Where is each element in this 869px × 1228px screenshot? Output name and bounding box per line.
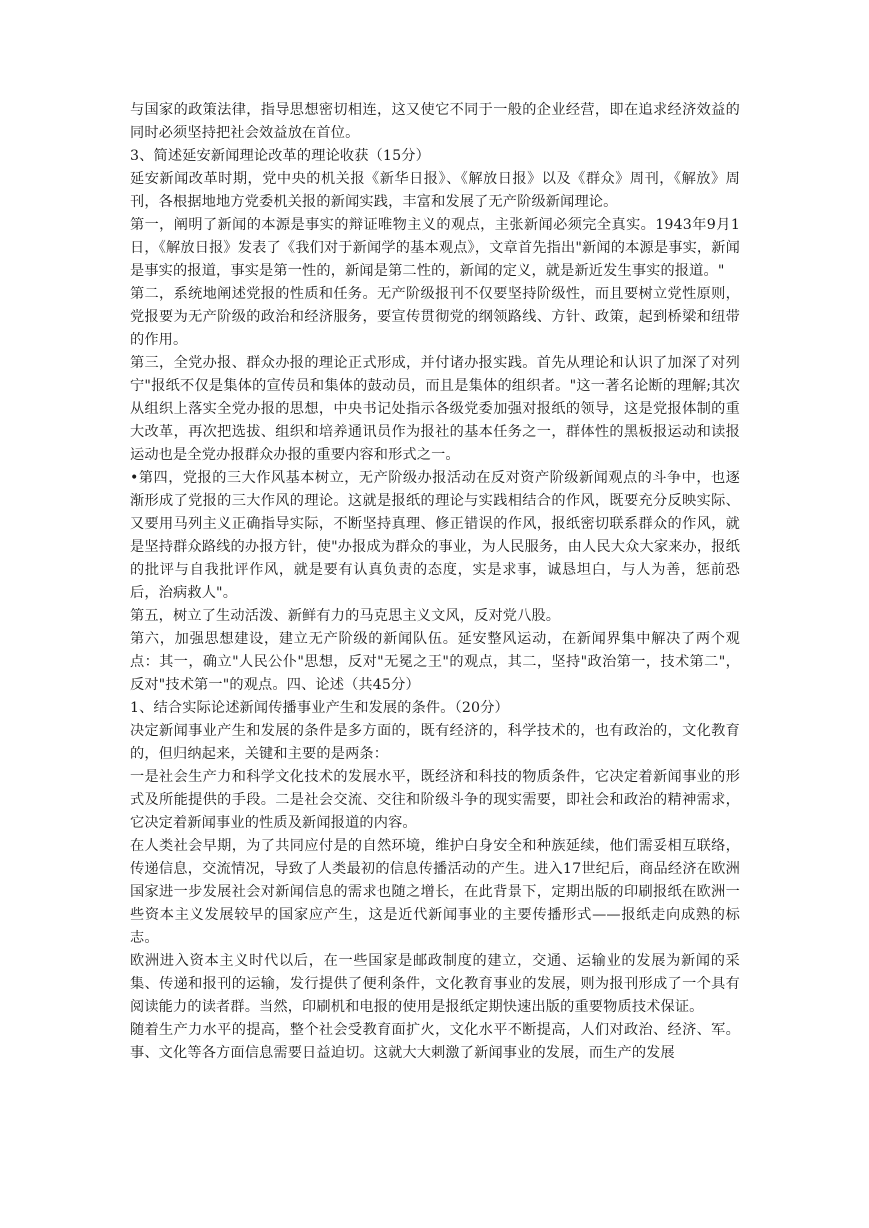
paragraph-continuation: 与国家的政策法律，指导思想密切相连，这又使它不同于一般的企业经营，即在追求经济效益的同时必须坚持把社会效益放在首位。: [130, 102, 740, 141]
paragraph-point-4: •第四，党报的三大作风基本树立，无产阶级办报活动在反对资产阶级新闻观点的斗争中，也逐渐形成了党报的三大作风的理论。这就是报纸的理论与实践相结合的作风，既要充分反映实际、又要用马列主义正确指导实际，不断坚持真理、修正错误的作风，报纸密切联系群众的作风，就是坚持群众路线的办报方针，使"办报成为群众的事业，为人民服务，由人民大众大家来办，报纸的批评与自我批评作风，就是要有认真负责的态度，实是求事，诚恳坦白，与人为善，惩前恐后，治病救人"。: [130, 470, 740, 601]
paragraph-point-2: 第二，系统地阐述党报的性质和任务。无产阶级报刊不仅要坚持阶级性，而且要树立党性原则，党报要为无产阶级的政治和经济服务，要宣传贯彻党的纲领路线、方针、政策，起到桥梁和纽带的作用。: [130, 286, 740, 348]
paragraph-capitalist-era: 欧洲进入资本主义时代以后，在一些国家是邮政制度的建立，交通、运输业的发展为新闻的采集、传递和报刊的运输，发行提供了便利条件，文化教育事业的发展，则为报刊形成了一个具有阅读能力的读者群。当然，印刷机和电报的使用是报纸定期快速出版的重要物质技术保证。: [130, 953, 740, 1015]
paragraph-two-conditions: 一是社会生产力和科学文化技术的发展水平，既经济和科技的物质条件，它决定着新闻事业的形式及所能提供的手段。二是社会交流、交往和阶级斗争的现实需要，即社会和政治的精神需求，它决定着新闻事业的性质及新闻报道的内容。: [130, 769, 740, 831]
question-3-heading: 3、简述延安新闻理论改革的理论收获（15分）: [130, 148, 430, 164]
paragraph-intro-yanan: 延安新闻改革时期，党中央的机关报《新华日报》、《解放日报》以及《群众》周刊，《解放》周刊，各根据地地方党委机关报的新闻实践，丰富和发展了无产阶级新闻理论。: [130, 171, 740, 210]
essay-question-1-heading: 1、结合实际论述新闻传播事业产生和发展的条件。（20分）: [130, 700, 509, 716]
paragraph-point-1: 第一，阐明了新闻的本源是事实的辩证唯物主义的观点，主张新闻必须完全真实。1943年9月1日，《解放日报》发表了《我们对于新闻学的基本观点》，文章首先指出"新闻的本源是事实，新闻是事实的报道，事实是第一性的，新闻是第二性的，新闻的定义，就是新近发生事实的报道。": [130, 217, 740, 279]
paragraph-point-3: 第三，全党办报、群众办报的理论正式形成，并付诸办报实践。首先从理论和认识了加深了对列宁"报纸不仅是集体的宣传员和集体的鼓动员，而且是集体的组织者。"这一著名论断的理解;其次从组织上落实全党办报的思想，中央书记处指示各级党委加强对报纸的领导，这是党报体制的重大改革，再次把选拔、组织和培养通讯员作为报社的基本任务之一，群体性的黑板报运动和读报运动也是全党办报群众办报的重要内容和形式之一。: [130, 355, 740, 463]
paragraph-productivity: 随着生产力水平的提高，整个社会受教育面扩火，文化水平不断提高，人们对政治、经济、军。事、文化等各方面信息需要日益迫切。这就大大刺激了新闻事业的发展，而生产的发展: [130, 1022, 740, 1061]
paragraph-point-6: 第六，加强思想建设，建立无产阶级的新闻队伍。延安整风运动，在新闻界集中解决了两个观点：其一，确立"人民公仆"思想，反对"无冕之王"的观点，其二，坚持"政治第一，技术第二"，反对"技术第一"的观点。四、论述（共45分）: [130, 631, 740, 693]
paragraph-early-society: 在人类社会早期，为了共同应付是的自然环境，维护白身安全和种族延续，他们需妥相互联络，传递信息，交流情况，导致了人类最初的信息传播活动的产生。进入17世纪后，商品经济在欧洲国家进一步发展社会对新闻信息的需求也随之增长，在此背景下，定期出版的印刷报纸在欧洲一些资本主义发展较早的国家应产生，这是近代新闻事业的主要传播形式——报纸走向成熟的标志。: [130, 838, 740, 946]
paragraph-conditions-intro: 决定新闻事业产生和发展的条件是多方面的，既有经济的，科学技术的，也有政治的，文化教育的，但归纳起来，关键和主要的是两条：: [130, 723, 740, 762]
paragraph-point-5: 第五，树立了生动活泼、新鲜有力的马克思主义文风，反对党八股。: [130, 608, 561, 624]
document-page: [130, 99, 740, 1065]
